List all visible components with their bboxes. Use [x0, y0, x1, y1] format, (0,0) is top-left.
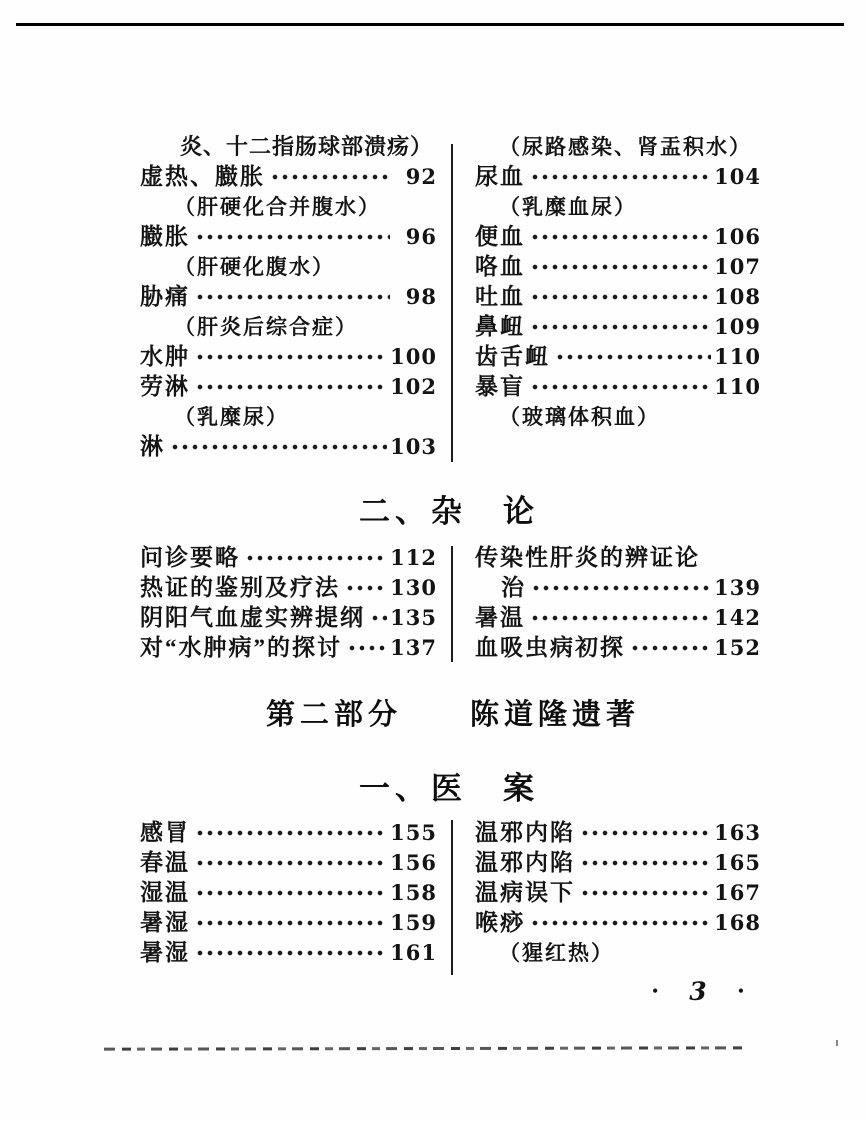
toc-entry-page: 107	[714, 254, 761, 279]
column-divider	[451, 820, 453, 975]
dot-leader	[268, 171, 390, 183]
toc-entry	[140, 222, 437, 252]
toc-entry	[140, 192, 437, 222]
page-number-value: 3	[689, 976, 707, 1006]
toc-section2-left-column	[140, 543, 437, 663]
toc-entry-title: 劳淋	[140, 374, 190, 399]
toc-entry-page: 159	[390, 910, 437, 935]
dot-leader	[528, 291, 711, 303]
toc-entry	[475, 372, 761, 402]
toc-entry-title: （猩红热）	[499, 941, 614, 965]
toc-entry-title: （肝炎后综合症）	[174, 315, 358, 339]
page-number	[652, 976, 744, 1006]
dot-leader	[528, 381, 711, 393]
toc-entry-page: 139	[714, 575, 761, 600]
toc-entry-page: 152	[714, 635, 761, 660]
toc-entry-title: 鼻衄	[475, 314, 525, 339]
toc-entry-title: 水肿	[140, 344, 190, 369]
toc-entry-title: 臌胀	[140, 224, 190, 249]
toc-entry-page: 96	[405, 224, 437, 249]
toc-entry	[475, 252, 761, 282]
toc-entry	[140, 848, 437, 878]
toc-entry	[475, 878, 761, 908]
toc-entry	[140, 543, 437, 573]
toc-entry-page: 163	[714, 820, 761, 845]
toc-entry-title: 传染性肝炎的辨证论	[475, 545, 700, 570]
dot-leader	[193, 231, 390, 243]
toc-entry-page: 142	[714, 605, 761, 630]
toc-entry	[140, 603, 437, 633]
toc-entry	[475, 342, 761, 372]
toc-entry-title: （乳糜尿）	[174, 405, 289, 429]
toc-entry-title: 尿血	[475, 164, 525, 189]
toc-entry	[475, 192, 761, 222]
toc-entry-page: 103	[390, 434, 437, 459]
toc-entry-page: 110	[714, 344, 761, 369]
dot-leader	[168, 441, 387, 453]
toc-entry-title: 热证的鉴别及疗法	[140, 575, 340, 600]
dot-leader	[528, 171, 711, 183]
toc-entry	[140, 938, 437, 968]
toc-entry-page: 156	[390, 850, 437, 875]
toc-entry-page: 167	[714, 880, 761, 905]
dot-leader	[578, 857, 711, 869]
toc-entry-page: 130	[390, 575, 437, 600]
toc-entry-title: 温邪内陷	[475, 820, 575, 845]
dot-leader	[528, 321, 711, 333]
toc-entry	[475, 908, 761, 938]
page-number-left-dot: •	[652, 981, 659, 1001]
toc-entry-title: 暑湿	[140, 910, 190, 935]
toc-entry-page: 165	[714, 850, 761, 875]
toc-entry	[140, 342, 437, 372]
toc-entry-title: 湿温	[140, 880, 190, 905]
scan-artifact-mark	[836, 1040, 838, 1046]
dot-leader	[628, 642, 711, 654]
toc-section1-right-column	[475, 132, 761, 432]
toc-entry	[140, 282, 437, 312]
toc-entry	[475, 938, 761, 968]
toc-entry-page: 110	[714, 374, 761, 399]
toc-entry-title: 喉痧	[475, 910, 525, 935]
toc-entry	[140, 878, 437, 908]
toc-entry-title: 治	[501, 575, 526, 600]
page-number-right-dot: •	[737, 981, 744, 1001]
dot-leader	[193, 381, 387, 393]
toc-entry-title: 吐血	[475, 284, 525, 309]
toc-entry-title: （肝硬化腹水）	[174, 255, 335, 279]
toc-entry-page: 100	[390, 344, 437, 369]
toc-entry	[475, 132, 761, 162]
toc-entry-title: 暑湿	[140, 940, 190, 965]
toc-entry-title: 炎、十二指肠球部溃疡）	[180, 134, 434, 159]
toc-entry-title: 暑温	[475, 605, 525, 630]
toc-entry-page: 135	[390, 605, 437, 630]
toc-entry	[475, 573, 761, 603]
toc-entry-title: 便血	[475, 224, 525, 249]
toc-entry-page: 106	[714, 224, 761, 249]
toc-entry	[475, 312, 761, 342]
toc-entry	[475, 282, 761, 312]
toc-entry-page: 108	[714, 284, 761, 309]
toc-entry-page: 104	[714, 164, 761, 189]
column-divider	[451, 144, 453, 462]
dot-leader	[343, 582, 387, 594]
toc-entry-page: 112	[390, 545, 437, 570]
toc-entry-page: 168	[714, 910, 761, 935]
dot-leader	[553, 351, 711, 363]
toc-entry-page: 92	[405, 164, 437, 189]
dot-leader	[193, 887, 387, 899]
toc-entry	[475, 162, 761, 192]
dot-leader	[193, 857, 387, 869]
toc-section2-right-column	[475, 543, 761, 663]
toc-entry-title: 咯血	[475, 254, 525, 279]
toc-entry	[140, 818, 437, 848]
toc-entry-title: 温病误下	[475, 880, 575, 905]
page-top-border	[16, 23, 844, 26]
toc-entry-page: 155	[390, 820, 437, 845]
toc-entry-title: 温邪内陷	[475, 850, 575, 875]
toc-entry	[140, 633, 437, 663]
toc-entry-title: 齿舌衄	[475, 344, 550, 369]
toc-section3-left-column	[140, 818, 437, 968]
toc-entry	[140, 132, 437, 162]
scan-artifact-line	[104, 1046, 746, 1050]
dot-leader	[528, 612, 711, 624]
toc-entry-title: （肝硬化合并腹水）	[174, 195, 381, 219]
toc-entry	[140, 162, 437, 192]
toc-entry	[475, 848, 761, 878]
dot-leader	[193, 917, 387, 929]
dot-leader	[529, 582, 711, 594]
toc-entry-title: 胁痛	[140, 284, 190, 309]
toc-entry-title: 暴盲	[475, 374, 525, 399]
toc-section3-right-column	[475, 818, 761, 968]
dot-leader	[193, 827, 387, 839]
toc-entry	[475, 402, 761, 432]
dot-leader	[528, 917, 711, 929]
column-divider	[451, 546, 453, 662]
dot-leader	[578, 827, 711, 839]
dot-leader	[528, 261, 711, 273]
dot-leader	[528, 231, 711, 243]
toc-entry	[140, 573, 437, 603]
toc-entry	[475, 818, 761, 848]
toc-entry-title: 虚热、臌胀	[140, 164, 265, 189]
toc-entry-title: （尿路感染、肾盂积水）	[499, 135, 752, 159]
toc-entry	[475, 603, 761, 633]
toc-entry-page: 137	[390, 635, 437, 660]
toc-entry-page: 158	[390, 880, 437, 905]
toc-entry-title: 血吸虫病初探	[475, 635, 625, 660]
toc-entry-page: 102	[390, 374, 437, 399]
section-heading-medical-cases: 一、医 案	[359, 771, 539, 806]
toc-entry	[475, 543, 761, 573]
dot-leader	[578, 887, 711, 899]
toc-entry	[140, 402, 437, 432]
dot-leader	[193, 947, 387, 959]
toc-entry	[140, 252, 437, 282]
toc-entry	[140, 432, 437, 462]
dot-leader	[193, 351, 387, 363]
dot-leader	[345, 642, 387, 654]
toc-entry	[475, 222, 761, 252]
toc-entry	[140, 372, 437, 402]
toc-entry-title: 阴阳气血虚实辨提纲	[140, 605, 365, 630]
dot-leader	[193, 291, 390, 303]
toc-entry-title: 淋	[140, 434, 165, 459]
dot-leader	[243, 552, 387, 564]
toc-entry	[140, 312, 437, 342]
toc-entry-title: （玻璃体积血）	[499, 405, 660, 429]
toc-entry-title: 对“水肿病”的探讨	[140, 635, 342, 660]
dot-leader	[368, 612, 387, 624]
toc-entry-page: 98	[405, 284, 437, 309]
toc-entry-page: 161	[390, 940, 437, 965]
toc-entry-title: 春温	[140, 850, 190, 875]
toc-entry	[475, 633, 761, 663]
section-heading-misc-essays: 二、杂 论	[359, 494, 539, 529]
part2-heading: 第二部分 陈道隆遗著	[265, 699, 640, 731]
toc-entry-title: 感冒	[140, 820, 190, 845]
toc-entry-title: 问诊要略	[140, 545, 240, 570]
toc-entry-title: （乳糜血尿）	[499, 195, 637, 219]
toc-entry-page: 109	[714, 314, 761, 339]
toc-entry	[140, 908, 437, 938]
toc-section1-left-column	[140, 132, 437, 462]
